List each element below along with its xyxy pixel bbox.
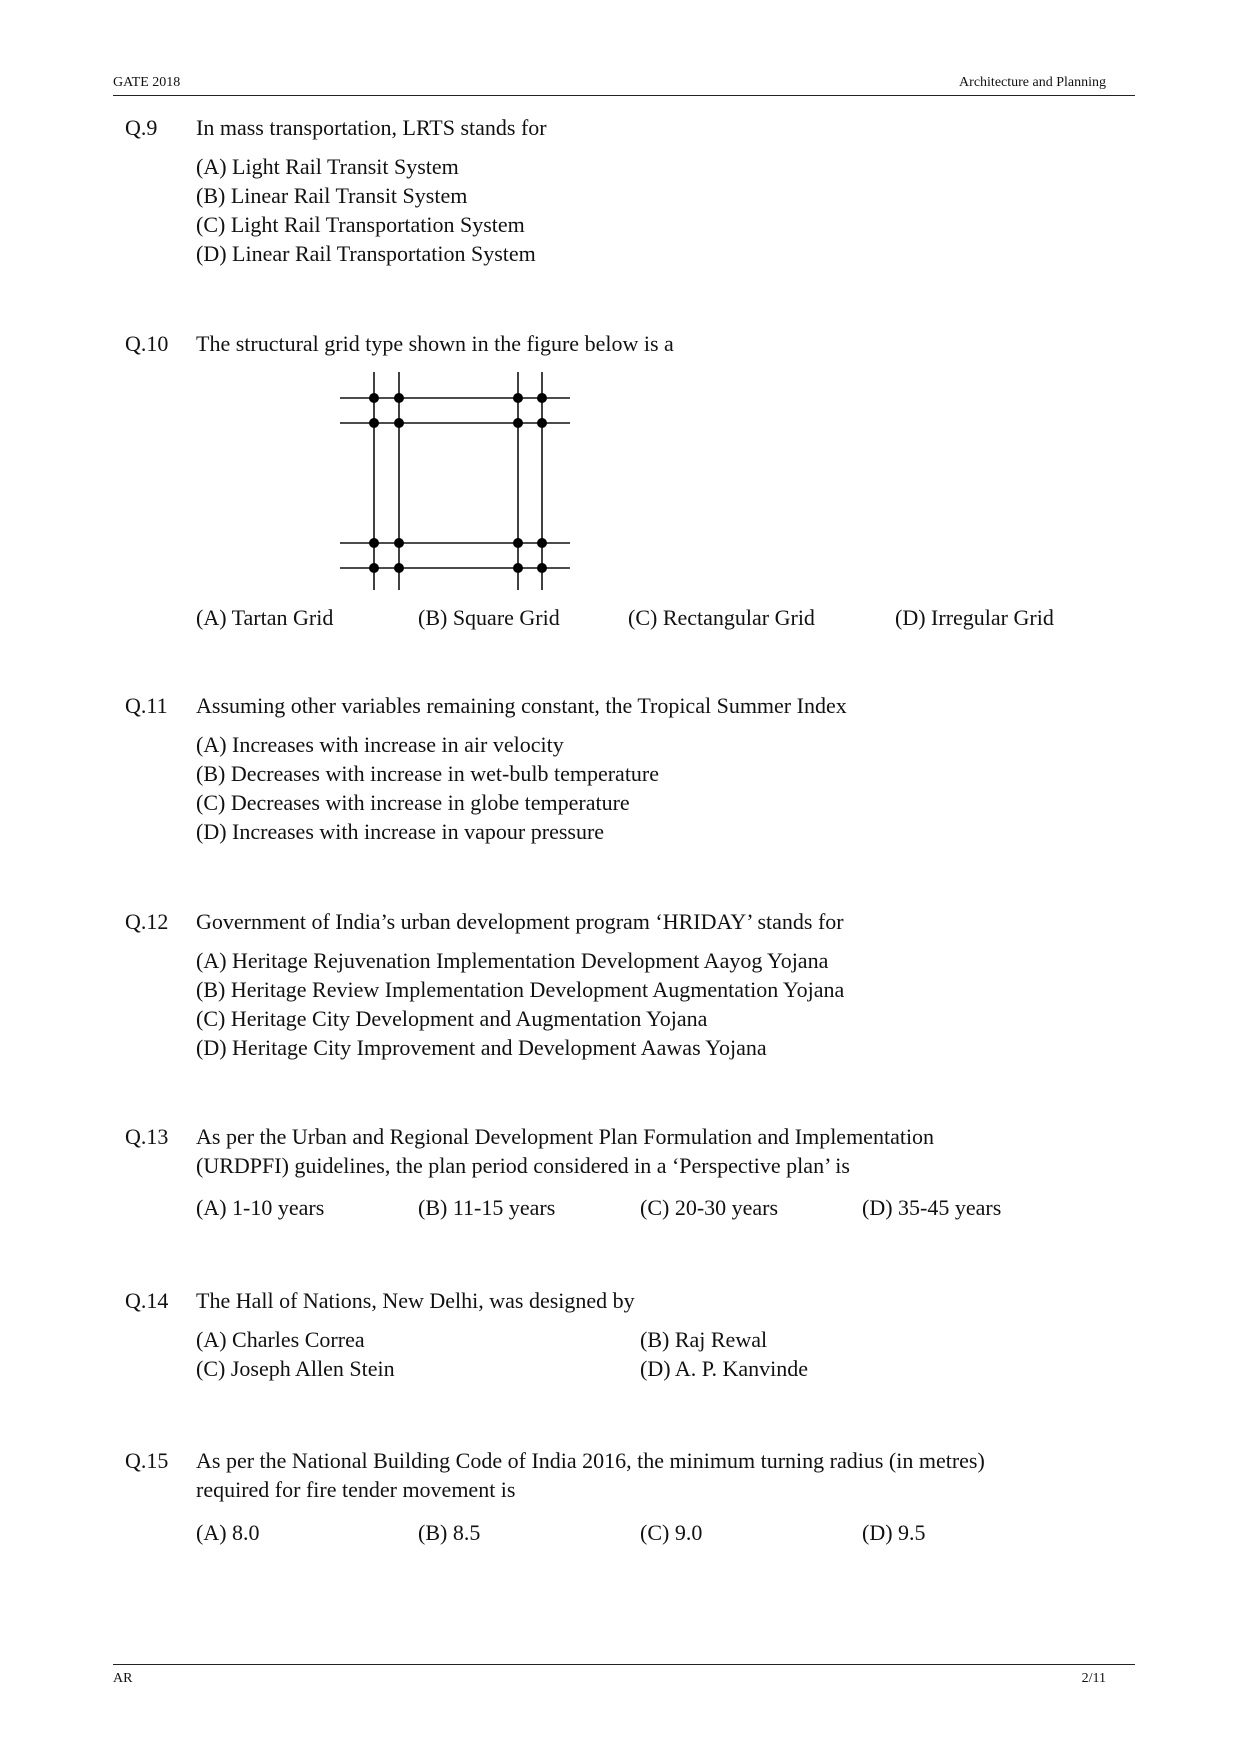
option-c: (C) Decreases with increase in globe temperature: [196, 790, 630, 815]
column-dot: [537, 538, 547, 548]
option-list: [196, 152, 536, 268]
column-dot: [394, 563, 404, 573]
option-c: (C) Rectangular Grid: [628, 605, 815, 630]
column-dot: [513, 418, 523, 428]
question-text: The structural grid type shown in the figure below is a: [196, 331, 674, 356]
option-a: (A) Light Rail Transit System: [196, 154, 459, 179]
option-b: (B) Linear Rail Transit System: [196, 183, 468, 208]
header-divider: [113, 95, 1135, 96]
column-dots: [369, 393, 547, 573]
footer-divider: [113, 1664, 1135, 1665]
header-exam-title: GATE 2018: [113, 75, 181, 90]
option-d: (D) A. P. Kanvinde: [640, 1356, 809, 1381]
option-b: (B) 8.5: [418, 1520, 481, 1545]
question-text: Assuming other variables remaining constant, the Tropical Summer Index: [196, 693, 847, 718]
option-c: (C) Heritage City Development and Augmentation Yojana: [196, 1006, 708, 1031]
option-d: (D) Heritage City Improvement and Development Aawas Yojana: [196, 1035, 767, 1060]
question-text: [196, 1122, 1136, 1180]
column-dot: [394, 418, 404, 428]
option-a: (A) Increases with increase in air velocity: [196, 732, 564, 757]
column-dot: [513, 393, 523, 403]
question-text-line: As per the Urban and Regional Development Plan Formulation and Implementation: [196, 1124, 935, 1149]
option-c: (C) Light Rail Transportation System: [196, 212, 525, 237]
column-dot: [394, 393, 404, 403]
option-d: (D) Linear Rail Transportation System: [196, 241, 536, 266]
option-b: (B) Decreases with increase in wet-bulb temperature: [196, 761, 660, 786]
column-dot: [537, 393, 547, 403]
header-subject: Architecture and Planning: [959, 75, 1106, 90]
option-d: (D) 35-45 years: [862, 1195, 1002, 1220]
column-dot: [369, 538, 379, 548]
grid-lines: [340, 372, 570, 590]
option-list: [196, 946, 844, 1062]
question-number: Q.11: [125, 693, 168, 718]
question-number: Q.14: [125, 1288, 169, 1313]
question-text-line: required for fire tender movement is: [196, 1477, 516, 1502]
column-dot: [537, 418, 547, 428]
question-text: Government of India’s urban development program ‘HRIDAY’ stands for: [196, 909, 844, 934]
column-dot: [513, 538, 523, 548]
option-c: (C) Joseph Allen Stein: [196, 1356, 395, 1381]
question-number: Q.13: [125, 1124, 169, 1149]
question-text-line: As per the National Building Code of India 2016, the minimum turning radius (in metres): [196, 1448, 985, 1473]
option-d: (D) Increases with increase in vapour pressure: [196, 819, 605, 844]
question-text: The Hall of Nations, New Delhi, was designed by: [196, 1288, 635, 1313]
question-text: In mass transportation, LRTS stands for: [196, 115, 547, 140]
question-number: Q.15: [125, 1448, 169, 1473]
option-b: (B) Raj Rewal: [640, 1327, 768, 1352]
question-text-line: (URDPFI) guidelines, the plan period considered in a ‘Perspective plan’ is: [196, 1153, 850, 1178]
option-list: [196, 730, 659, 846]
page-number: 2/11: [1081, 1671, 1106, 1686]
option-b: (B) Square Grid: [418, 605, 560, 630]
option-d: (D) 9.5: [862, 1520, 926, 1545]
option-c: (C) 20-30 years: [640, 1195, 779, 1220]
option-d: (D) Irregular Grid: [895, 605, 1054, 630]
question-number: Q.12: [125, 909, 169, 934]
question-number: Q.10: [125, 331, 169, 356]
option-a: (A) Heritage Rejuvenation Implementation Development Aayog Yojana: [196, 948, 829, 973]
column-dot: [537, 563, 547, 573]
column-dot: [369, 563, 379, 573]
option-a: (A) Charles Correa: [196, 1327, 365, 1352]
structural-grid-figure: [340, 372, 580, 594]
question-number: Q.9: [125, 115, 158, 140]
column-dot: [369, 418, 379, 428]
option-b: (B) Heritage Review Implementation Development Augmentation Yojana: [196, 977, 845, 1002]
question-text: [196, 1446, 1136, 1504]
option-a: (A) 8.0: [196, 1520, 260, 1545]
column-dot: [394, 538, 404, 548]
option-a: (A) 1-10 years: [196, 1195, 325, 1220]
option-b: (B) 11-15 years: [418, 1195, 556, 1220]
footer-paper-code: AR: [113, 1671, 133, 1686]
option-c: (C) 9.0: [640, 1520, 703, 1545]
column-dot: [369, 393, 379, 403]
column-dot: [513, 563, 523, 573]
option-a: (A) Tartan Grid: [196, 605, 334, 630]
